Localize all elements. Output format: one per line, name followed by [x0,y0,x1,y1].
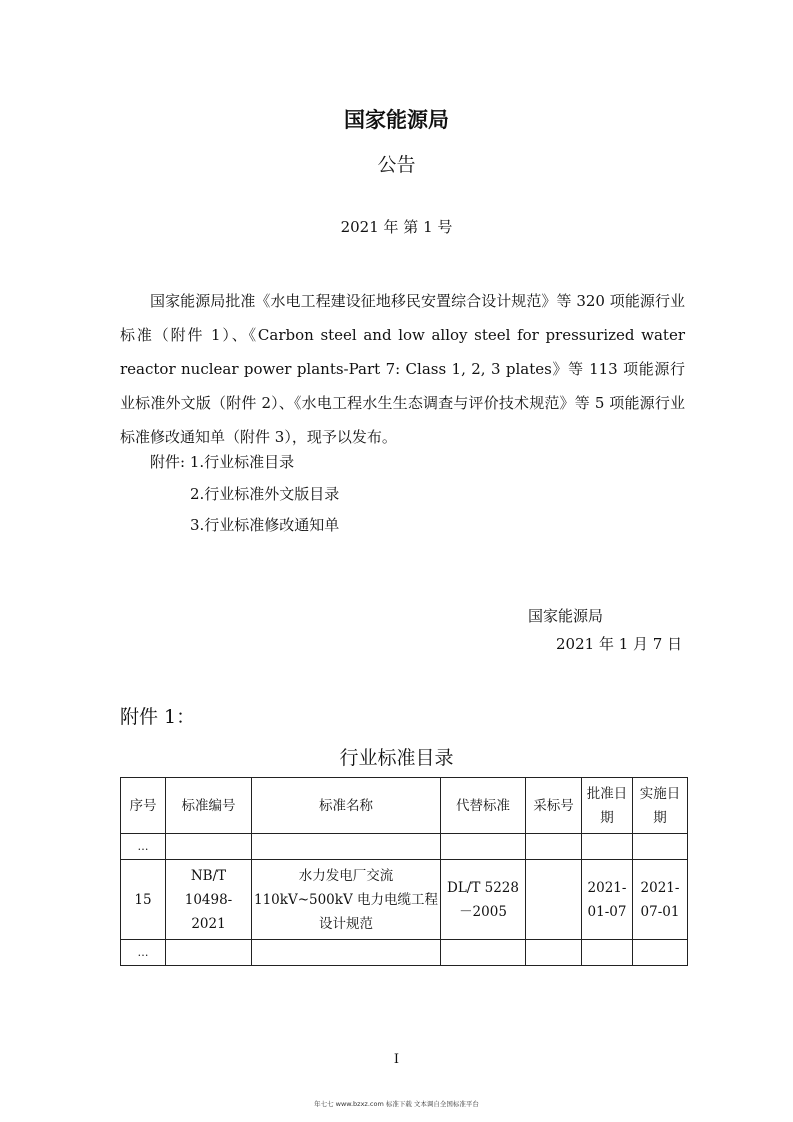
effective-date: 2021-07-01 [633,860,688,940]
standard-name [252,940,441,966]
effective-date [633,940,688,966]
table-title: 行业标准目录 [339,747,454,769]
standard-name: 水力发电厂交流 110kV~500kV 电力电缆工程设计规范 [252,860,441,940]
column-header: 标准编号 [166,778,252,834]
replaced-standard [441,834,526,860]
footer-watermark: 年七七 www.bzxz.com 标准下载 文本调自全国标准平台 [314,1100,479,1108]
signature-date: 2021 年 1 月 7 日 [556,635,683,653]
standard-code [166,834,252,860]
standard-code: NB/T 10498-2021 [166,860,252,940]
column-header: 代替标准 [441,778,526,834]
effective-date [633,834,688,860]
replaced-standard [441,940,526,966]
table-row [121,940,688,966]
column-header: 采标号 [526,778,582,834]
row-number: … [121,940,166,966]
column-header: 实施日期 [633,778,688,834]
adoption-number [526,834,582,860]
column-header: 序号 [121,778,166,834]
approval-date [582,834,633,860]
document-subtitle: 公告 [377,154,416,176]
table-header-row [121,778,688,834]
announcement-body [120,284,685,454]
adoption-number [526,860,582,940]
attachments-label: 附件: [150,453,186,471]
standard-name [252,834,441,860]
attachment-list [150,451,294,472]
table-row [121,860,688,940]
row-number: 15 [121,860,166,940]
attachment-item: 3.行业标准修改通知单 [190,516,340,534]
standards-table [120,777,688,966]
attachment-item: 1.行业标准目录 [189,453,295,471]
document-title: 国家能源局 [344,108,449,132]
standard-code [166,940,252,966]
column-header: 批准日期 [582,778,633,834]
table-row [121,834,688,860]
page-number: I [393,1052,400,1067]
approval-date: 2021-01-07 [582,860,633,940]
adoption-number [526,940,582,966]
announcement-number: 2021 年 第 1 号 [340,218,453,236]
row-number: … [121,834,166,860]
column-header: 标准名称 [252,778,441,834]
appendix-heading: 附件 1： [120,706,196,728]
replaced-standard: DL/T 5228－2005 [441,860,526,940]
approval-date [582,940,633,966]
attachment-item: 2.行业标准外文版目录 [190,485,340,503]
announcement-paragraph: 国家能源局批准《水电工程建设征地移民安置综合设计规范》等 320 项能源行业标准（附件 1）、《Carbon steel and low alloy steel for pressurized water reactor nuclear power plants-Part 7: Class 1, 2, 3 plates》等 113 项能源行业标准外文版（附件 2）、《水电工程水生生态调查与评价技术规范》等 5 项能源行业标准修改通知单（附件 3），现予以发布。 [120,292,685,446]
signature-org: 国家能源局 [528,607,604,625]
